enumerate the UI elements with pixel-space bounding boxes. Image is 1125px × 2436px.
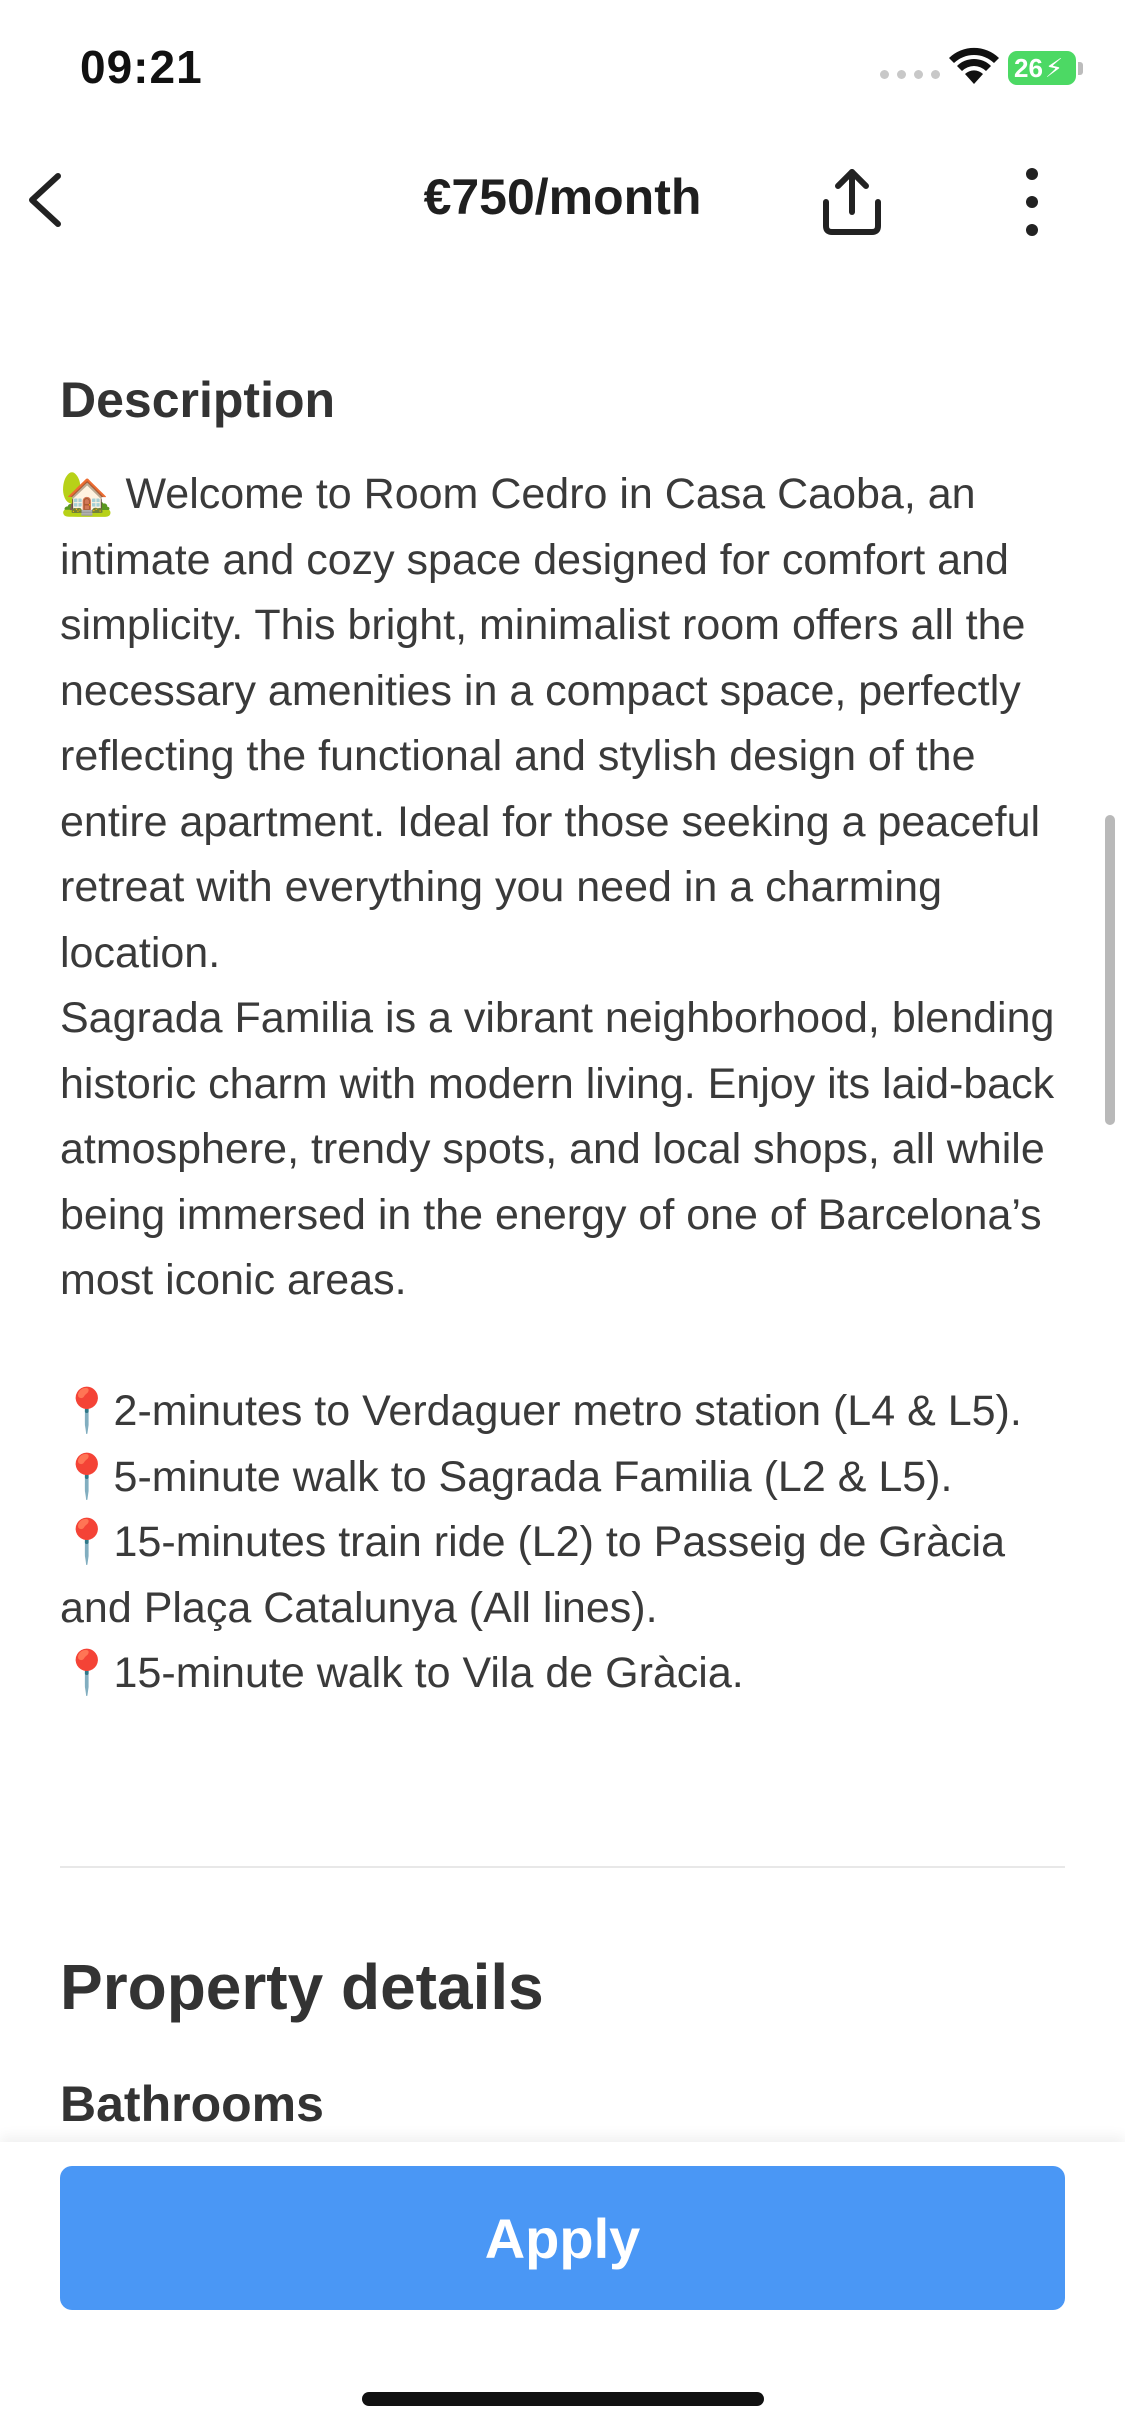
battery-level: 26 xyxy=(1014,52,1043,83)
battery-icon xyxy=(1008,51,1076,85)
status-time: 09:21 xyxy=(80,41,203,93)
battery-cap xyxy=(1078,62,1083,75)
more-vertical-icon[interactable] xyxy=(1000,164,1064,240)
wifi-icon xyxy=(948,46,1000,86)
status-bar xyxy=(0,0,1125,140)
location-item: 📍15-minute walk to Vila de Gràcia. xyxy=(60,1649,744,1697)
section-divider xyxy=(60,1866,1065,1868)
description-text xyxy=(60,462,1065,1707)
description-paragraph: 🏡 Welcome to Room Cedro in Casa Caoba, an intimate and cozy space designed for comfort and simplicity. This bright, minimalist room offers all the necessary amenities in a compact space, perfectly reflecting the functional and stylish design of the entire apartment. Ideal for those seeking a peaceful retreat with everything you need in a charming location. xyxy=(60,470,1041,977)
location-item: 📍5-minute walk to Sagrada Familia (L2 & L5). xyxy=(60,1452,953,1501)
charging-bolt-icon: ⚡ xyxy=(1044,52,1064,83)
property-details-heading: Property details xyxy=(60,1951,544,2023)
share-icon[interactable] xyxy=(812,162,892,242)
bottom-action-bar xyxy=(0,2142,1125,2436)
location-item: 📍15-minutes train ride (L2) to Passeig de Gràcia and Plaça Catalunya (All lines). xyxy=(60,1518,1006,1632)
scrollbar[interactable] xyxy=(1105,815,1115,1125)
description-section xyxy=(60,360,1065,1707)
cellular-signal-icon xyxy=(880,70,940,79)
home-indicator[interactable] xyxy=(362,2392,764,2406)
apply-button[interactable]: Apply xyxy=(60,2166,1065,2310)
location-item: 📍2-minutes to Verdaguer metro station (L4 & L5). xyxy=(60,1387,1022,1435)
page-title-price: €750/month xyxy=(423,169,702,225)
navigation-bar xyxy=(0,140,1125,260)
bathrooms-label: Bathrooms xyxy=(60,2076,324,2132)
description-heading: Description xyxy=(60,372,336,428)
description-paragraph: Sagrada Familia is a vibrant neighborhood, blending historic charm with modern living. Enjoy its laid-back atmosphere, trendy spots, and local shops, all while being immersed in the energy of one of Barcelona’s most iconic areas. xyxy=(60,994,1055,1304)
